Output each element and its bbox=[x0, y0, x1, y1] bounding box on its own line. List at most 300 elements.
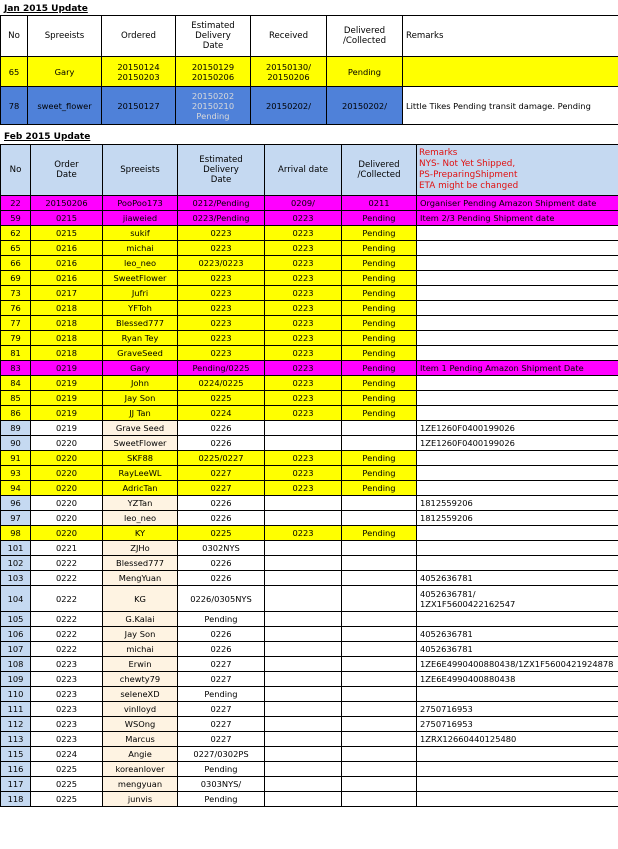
order-date-cell: 0220 bbox=[31, 481, 103, 496]
spreeist-cell: YZTan bbox=[103, 496, 178, 511]
feb-table-row bbox=[1, 466, 618, 481]
feb-table-row bbox=[1, 702, 618, 717]
order-date-cell: 0225 bbox=[31, 777, 103, 792]
arrival-date-cell bbox=[265, 496, 342, 511]
spreeist-cell: ZJHo bbox=[103, 541, 178, 556]
no-cell: 59 bbox=[1, 211, 31, 226]
delivered-cell bbox=[342, 556, 417, 571]
no-cell: 73 bbox=[1, 286, 31, 301]
feb-table-row bbox=[1, 286, 618, 301]
spreeist-cell: sweet_flower bbox=[28, 87, 102, 125]
no-cell: 117 bbox=[1, 777, 31, 792]
delivered-cell: 20150202/ bbox=[327, 87, 403, 125]
arrival-date-cell: 0223 bbox=[265, 316, 342, 331]
remarks-cell: 1ZE1260F0400199026 bbox=[417, 421, 618, 436]
order-date-cell: 0219 bbox=[31, 406, 103, 421]
arrival-date-cell bbox=[265, 717, 342, 732]
est-delivery-cell: 0226/0305NYS bbox=[178, 586, 265, 612]
remarks-cell bbox=[417, 331, 618, 346]
arrival-date-cell bbox=[265, 511, 342, 526]
delivered-cell: Pending bbox=[342, 391, 417, 406]
remarks-header-cell: Remarks NYS- Not Yet Shipped, PS-PreparingShipment ETA might be changed bbox=[417, 145, 618, 196]
delivered-cell bbox=[342, 657, 417, 672]
spreeist-cell: leo_neo bbox=[103, 511, 178, 526]
arrival-date-cell: 0223 bbox=[265, 361, 342, 376]
feb-header-row bbox=[1, 145, 618, 196]
order-date-cell: 0223 bbox=[31, 657, 103, 672]
remarks-cell bbox=[417, 376, 618, 391]
arrival-date-cell bbox=[265, 672, 342, 687]
remarks-cell bbox=[417, 451, 618, 466]
est-delivery-cell: 0223 bbox=[178, 316, 265, 331]
arrival-date-cell: 0223 bbox=[265, 331, 342, 346]
est-delivery-cell: 0226 bbox=[178, 571, 265, 586]
feb-table-row bbox=[1, 586, 618, 612]
feb-section-title: Feb 2015 Update bbox=[4, 132, 91, 142]
no-cell: 115 bbox=[1, 747, 31, 762]
feb-table-row bbox=[1, 421, 618, 436]
arrival-date-cell: 0223 bbox=[265, 271, 342, 286]
no-cell: 109 bbox=[1, 672, 31, 687]
spreeist-cell: junvis bbox=[103, 792, 178, 807]
remarks-cell bbox=[417, 286, 618, 301]
arrival-date-cell: 0223 bbox=[265, 526, 342, 541]
feb-table-row bbox=[1, 376, 618, 391]
est-delivery-cell: 20150129 20150206 bbox=[176, 57, 251, 87]
arrival-date-cell: 0223 bbox=[265, 451, 342, 466]
remarks-cell bbox=[417, 747, 618, 762]
est-delivery-cell: 0223 bbox=[178, 331, 265, 346]
est-delivery-cell: 20150202 20150210 Pending bbox=[176, 87, 251, 125]
est-delivery-cell: 0226 bbox=[178, 642, 265, 657]
est-delivery-cell: Pending/0225 bbox=[178, 361, 265, 376]
no-cell: 76 bbox=[1, 301, 31, 316]
arrival-date-cell: 0223 bbox=[265, 376, 342, 391]
spreeist-cell: michai bbox=[103, 241, 178, 256]
arrival-date-cell bbox=[265, 762, 342, 777]
no-cell: 102 bbox=[1, 556, 31, 571]
spreeist-cell: Jay Son bbox=[103, 391, 178, 406]
spreeist-cell: PooPoo173 bbox=[103, 196, 178, 211]
remarks-cell bbox=[417, 612, 618, 627]
remarks-cell: Little Tikes Pending transit damage. Pending bbox=[403, 87, 618, 125]
no-cell: 108 bbox=[1, 657, 31, 672]
arrival-date-cell bbox=[265, 627, 342, 642]
feb-table-row bbox=[1, 541, 618, 556]
arrival-date-cell bbox=[265, 702, 342, 717]
delivered-cell bbox=[342, 511, 417, 526]
order-date-cell: 0223 bbox=[31, 717, 103, 732]
delivered-cell: Pending bbox=[342, 406, 417, 421]
spreeist-cell: Angie bbox=[103, 747, 178, 762]
remarks-cell bbox=[417, 406, 618, 421]
spreeist-cell: michai bbox=[103, 642, 178, 657]
no-cell: 62 bbox=[1, 226, 31, 241]
feb-table-row bbox=[1, 211, 618, 226]
delivered-cell bbox=[342, 627, 417, 642]
no-cell: 112 bbox=[1, 717, 31, 732]
order-date-cell: 0224 bbox=[31, 747, 103, 762]
no-cell: 105 bbox=[1, 612, 31, 627]
delivered-cell bbox=[342, 702, 417, 717]
delivered-cell: Pending bbox=[342, 226, 417, 241]
received-cell: 20150202/ bbox=[251, 87, 327, 125]
no-cell: 104 bbox=[1, 586, 31, 612]
jan-header-cell: Estimated Delivery Date bbox=[176, 16, 251, 57]
order-date-cell: 0215 bbox=[31, 211, 103, 226]
no-cell: 107 bbox=[1, 642, 31, 657]
feb-table-row bbox=[1, 747, 618, 762]
spreeist-cell: JJ Tan bbox=[103, 406, 178, 421]
delivered-cell bbox=[342, 747, 417, 762]
delivered-cell bbox=[342, 762, 417, 777]
arrival-date-cell: 0223 bbox=[265, 406, 342, 421]
spreeist-cell: Ryan Tey bbox=[103, 331, 178, 346]
jan-header-row bbox=[1, 16, 618, 57]
spreeist-cell: KY bbox=[103, 526, 178, 541]
remarks-cell bbox=[417, 556, 618, 571]
delivered-cell: Pending bbox=[342, 271, 417, 286]
est-delivery-cell: 0227 bbox=[178, 466, 265, 481]
delivered-cell: Pending bbox=[342, 331, 417, 346]
order-date-cell: 0221 bbox=[31, 541, 103, 556]
spreeist-cell: vinlloyd bbox=[103, 702, 178, 717]
no-cell: 81 bbox=[1, 346, 31, 361]
delivered-cell: Pending bbox=[342, 256, 417, 271]
est-delivery-cell: 0227 bbox=[178, 717, 265, 732]
order-date-cell: 0216 bbox=[31, 256, 103, 271]
est-delivery-cell: 0225 bbox=[178, 526, 265, 541]
est-delivery-cell: 0224 bbox=[178, 406, 265, 421]
no-cell: 116 bbox=[1, 762, 31, 777]
delivered-cell bbox=[342, 612, 417, 627]
feb-header-cell: No bbox=[1, 145, 31, 196]
no-cell: 110 bbox=[1, 687, 31, 702]
delivered-cell bbox=[342, 732, 417, 747]
no-cell: 22 bbox=[1, 196, 31, 211]
feb-table-row bbox=[1, 612, 618, 627]
order-date-cell: 0216 bbox=[31, 241, 103, 256]
no-cell: 103 bbox=[1, 571, 31, 586]
feb-table-row bbox=[1, 316, 618, 331]
spreeist-cell: AdricTan bbox=[103, 481, 178, 496]
arrival-date-cell: 0223 bbox=[265, 211, 342, 226]
remarks-cell: 4052636781/ 1ZX1F5600422162547 bbox=[417, 586, 618, 612]
est-delivery-cell: 0227 bbox=[178, 702, 265, 717]
est-delivery-cell: 0225 bbox=[178, 391, 265, 406]
delivered-cell: Pending bbox=[342, 466, 417, 481]
arrival-date-cell: 0223 bbox=[265, 391, 342, 406]
no-cell: 98 bbox=[1, 526, 31, 541]
order-date-cell: 0219 bbox=[31, 361, 103, 376]
order-date-cell: 0216 bbox=[31, 271, 103, 286]
est-delivery-cell: 0223/Pending bbox=[178, 211, 265, 226]
order-date-cell: 0222 bbox=[31, 556, 103, 571]
spreeist-cell: GraveSeed bbox=[103, 346, 178, 361]
arrival-date-cell bbox=[265, 777, 342, 792]
est-delivery-cell: Pending bbox=[178, 792, 265, 807]
est-delivery-cell: 0303NYS/ bbox=[178, 777, 265, 792]
feb-header-cell: Estimated Delivery Date bbox=[178, 145, 265, 196]
arrival-date-cell bbox=[265, 657, 342, 672]
spreeist-cell: G.Kalai bbox=[103, 612, 178, 627]
no-cell: 113 bbox=[1, 732, 31, 747]
order-date-cell: 0218 bbox=[31, 346, 103, 361]
est-delivery-cell: 0227 bbox=[178, 732, 265, 747]
feb-table-row bbox=[1, 792, 618, 807]
order-date-cell: 20150206 bbox=[31, 196, 103, 211]
remarks-cell bbox=[417, 316, 618, 331]
est-delivery-cell: 0227 bbox=[178, 672, 265, 687]
delivered-cell: Pending bbox=[342, 241, 417, 256]
arrival-date-cell bbox=[265, 571, 342, 586]
jan-table-row bbox=[1, 87, 618, 125]
feb-header-cell: Delivered /Collected bbox=[342, 145, 417, 196]
order-date-cell: 0220 bbox=[31, 436, 103, 451]
feb-table-row bbox=[1, 657, 618, 672]
remarks-cell: 2750716953 bbox=[417, 717, 618, 732]
spreeist-cell: Blessed777 bbox=[103, 316, 178, 331]
no-cell: 90 bbox=[1, 436, 31, 451]
spreeist-cell: WSOng bbox=[103, 717, 178, 732]
delivered-cell: Pending bbox=[342, 361, 417, 376]
feb-table-row bbox=[1, 627, 618, 642]
feb-table-row bbox=[1, 271, 618, 286]
est-delivery-cell: 0223 bbox=[178, 286, 265, 301]
arrival-date-cell: 0223 bbox=[265, 481, 342, 496]
remarks-cell: Item 1 Pending Amazon Shipment Date bbox=[417, 361, 618, 376]
spreeist-cell: SweetFlower bbox=[103, 436, 178, 451]
feb-table-row bbox=[1, 496, 618, 511]
ordered-cell: 20150127 bbox=[102, 87, 176, 125]
spreeist-cell: Marcus bbox=[103, 732, 178, 747]
feb-table-row bbox=[1, 346, 618, 361]
spreeist-cell: mengyuan bbox=[103, 777, 178, 792]
est-delivery-cell: 0223 bbox=[178, 271, 265, 286]
jan-section-title: Jan 2015 Update bbox=[4, 4, 88, 14]
feb-table-row bbox=[1, 526, 618, 541]
delivered-cell bbox=[342, 687, 417, 702]
feb-table-row bbox=[1, 331, 618, 346]
remarks-cell bbox=[417, 346, 618, 361]
jan-header-cell: Received bbox=[251, 16, 327, 57]
est-delivery-cell: Pending bbox=[178, 612, 265, 627]
spreeist-cell: RayLeeWL bbox=[103, 466, 178, 481]
est-delivery-cell: 0227/0302PS bbox=[178, 747, 265, 762]
spreeist-cell: Gary bbox=[103, 361, 178, 376]
feb-table-row bbox=[1, 391, 618, 406]
spreeist-cell: Grave Seed bbox=[103, 421, 178, 436]
est-delivery-cell: 0223 bbox=[178, 241, 265, 256]
order-date-cell: 0222 bbox=[31, 627, 103, 642]
arrival-date-cell: 0209/ bbox=[265, 196, 342, 211]
no-cell: 69 bbox=[1, 271, 31, 286]
arrival-date-cell: 0223 bbox=[265, 256, 342, 271]
no-cell: 97 bbox=[1, 511, 31, 526]
feb-table-row bbox=[1, 451, 618, 466]
est-delivery-cell: 0225/0227 bbox=[178, 451, 265, 466]
spreeist-cell: SKF88 bbox=[103, 451, 178, 466]
jan-header-cell: Remarks bbox=[403, 16, 618, 57]
arrival-date-cell bbox=[265, 687, 342, 702]
feb-header-cell: Order Date bbox=[31, 145, 103, 196]
spreeist-cell: John bbox=[103, 376, 178, 391]
arrival-date-cell bbox=[265, 612, 342, 627]
est-delivery-cell: Pending bbox=[178, 762, 265, 777]
remarks-cell bbox=[417, 762, 618, 777]
no-cell: 84 bbox=[1, 376, 31, 391]
arrival-date-cell bbox=[265, 436, 342, 451]
delivered-cell: Pending bbox=[342, 481, 417, 496]
no-cell: 106 bbox=[1, 627, 31, 642]
no-cell: 96 bbox=[1, 496, 31, 511]
est-delivery-cell: 0223/0223 bbox=[178, 256, 265, 271]
feb-table-row bbox=[1, 256, 618, 271]
spreeist-cell: SweetFlower bbox=[103, 271, 178, 286]
arrival-date-cell: 0223 bbox=[265, 286, 342, 301]
est-delivery-cell: 0226 bbox=[178, 556, 265, 571]
remarks-cell bbox=[417, 541, 618, 556]
feb-table-row bbox=[1, 301, 618, 316]
arrival-date-cell: 0223 bbox=[265, 226, 342, 241]
no-cell: 93 bbox=[1, 466, 31, 481]
order-date-cell: 0222 bbox=[31, 612, 103, 627]
order-date-cell: 0223 bbox=[31, 732, 103, 747]
spreeist-cell: Blessed777 bbox=[103, 556, 178, 571]
arrival-date-cell bbox=[265, 586, 342, 612]
order-date-cell: 0217 bbox=[31, 286, 103, 301]
no-cell: 65 bbox=[1, 57, 28, 87]
arrival-date-cell bbox=[265, 541, 342, 556]
jan-table-row bbox=[1, 57, 618, 87]
delivered-cell bbox=[342, 642, 417, 657]
feb-table-row bbox=[1, 762, 618, 777]
remarks-cell bbox=[417, 226, 618, 241]
order-date-cell: 0220 bbox=[31, 466, 103, 481]
delivered-cell bbox=[342, 717, 417, 732]
delivered-cell: Pending bbox=[342, 211, 417, 226]
spreeist-cell: leo_neo bbox=[103, 256, 178, 271]
delivered-cell bbox=[342, 436, 417, 451]
no-cell: 86 bbox=[1, 406, 31, 421]
est-delivery-cell: Pending bbox=[178, 687, 265, 702]
delivered-cell bbox=[342, 421, 417, 436]
feb-table-row bbox=[1, 717, 618, 732]
arrival-date-cell: 0223 bbox=[265, 241, 342, 256]
est-delivery-cell: 0226 bbox=[178, 511, 265, 526]
delivered-cell: Pending bbox=[342, 526, 417, 541]
remarks-cell: 4052636781 bbox=[417, 642, 618, 657]
feb-table-row bbox=[1, 196, 618, 211]
no-cell: 65 bbox=[1, 241, 31, 256]
est-delivery-cell: 0227 bbox=[178, 657, 265, 672]
spreeist-cell: KG bbox=[103, 586, 178, 612]
arrival-date-cell bbox=[265, 556, 342, 571]
arrival-date-cell: 0223 bbox=[265, 346, 342, 361]
est-delivery-cell: 0223 bbox=[178, 301, 265, 316]
order-date-cell: 0215 bbox=[31, 226, 103, 241]
feb-table-row bbox=[1, 732, 618, 747]
arrival-date-cell: 0223 bbox=[265, 466, 342, 481]
jan-header-cell: Delivered /Collected bbox=[327, 16, 403, 57]
no-cell: 79 bbox=[1, 331, 31, 346]
no-cell: 85 bbox=[1, 391, 31, 406]
no-cell: 111 bbox=[1, 702, 31, 717]
spreeist-cell: seleneXD bbox=[103, 687, 178, 702]
est-delivery-cell: 0226 bbox=[178, 436, 265, 451]
delivered-cell bbox=[342, 586, 417, 612]
spreeist-cell: MengYuan bbox=[103, 571, 178, 586]
order-date-cell: 0220 bbox=[31, 451, 103, 466]
no-cell: 118 bbox=[1, 792, 31, 807]
remarks-cell bbox=[417, 391, 618, 406]
remarks-cell bbox=[417, 687, 618, 702]
arrival-date-cell bbox=[265, 732, 342, 747]
remarks-cell bbox=[417, 777, 618, 792]
remarks-cell: 1812559206 bbox=[417, 496, 618, 511]
feb-table-row bbox=[1, 511, 618, 526]
remarks-cell bbox=[417, 792, 618, 807]
arrival-date-cell: 0223 bbox=[265, 301, 342, 316]
arrival-date-cell bbox=[265, 792, 342, 807]
remarks-cell bbox=[417, 271, 618, 286]
order-date-cell: 0218 bbox=[31, 316, 103, 331]
arrival-date-cell bbox=[265, 421, 342, 436]
jan-header-cell: Ordered bbox=[102, 16, 176, 57]
feb-table-row bbox=[1, 777, 618, 792]
est-delivery-cell: 0223 bbox=[178, 346, 265, 361]
order-date-cell: 0218 bbox=[31, 331, 103, 346]
feb-table-row bbox=[1, 672, 618, 687]
spreeist-cell: jiaweied bbox=[103, 211, 178, 226]
no-cell: 78 bbox=[1, 87, 28, 125]
delivered-cell: Pending bbox=[342, 301, 417, 316]
jan-header-cell: Spreeists bbox=[28, 16, 102, 57]
no-cell: 89 bbox=[1, 421, 31, 436]
order-date-cell: 0223 bbox=[31, 672, 103, 687]
remarks-cell: 1ZE6E4990400880438/1ZX1F5600421924878 bbox=[417, 657, 618, 672]
remarks-cell bbox=[417, 526, 618, 541]
order-date-cell: 0220 bbox=[31, 511, 103, 526]
order-date-cell: 0220 bbox=[31, 496, 103, 511]
delivered-cell bbox=[342, 792, 417, 807]
remarks-cell: 1ZRX12660440125480 bbox=[417, 732, 618, 747]
arrival-date-cell bbox=[265, 747, 342, 762]
feb-table-row bbox=[1, 241, 618, 256]
feb-table-row bbox=[1, 571, 618, 586]
delivered-cell bbox=[342, 571, 417, 586]
est-delivery-cell: 0226 bbox=[178, 496, 265, 511]
est-delivery-cell: 0212/Pending bbox=[178, 196, 265, 211]
feb-table-row bbox=[1, 226, 618, 241]
delivered-cell bbox=[342, 672, 417, 687]
feb-table-row bbox=[1, 642, 618, 657]
est-delivery-cell: 0223 bbox=[178, 226, 265, 241]
remarks-cell: 4052636781 bbox=[417, 627, 618, 642]
remarks-cell bbox=[417, 301, 618, 316]
remarks-cell: Item 2/3 Pending Shipment date bbox=[417, 211, 618, 226]
feb-table-row bbox=[1, 406, 618, 421]
no-cell: 66 bbox=[1, 256, 31, 271]
feb-table-row bbox=[1, 436, 618, 451]
no-cell: 83 bbox=[1, 361, 31, 376]
est-delivery-cell: 0226 bbox=[178, 627, 265, 642]
remarks-cell: 1ZE1260F0400199026 bbox=[417, 436, 618, 451]
jan-update-table bbox=[0, 15, 618, 125]
order-date-cell: 0223 bbox=[31, 702, 103, 717]
spreeist-cell: Erwin bbox=[103, 657, 178, 672]
order-date-cell: 0222 bbox=[31, 586, 103, 612]
